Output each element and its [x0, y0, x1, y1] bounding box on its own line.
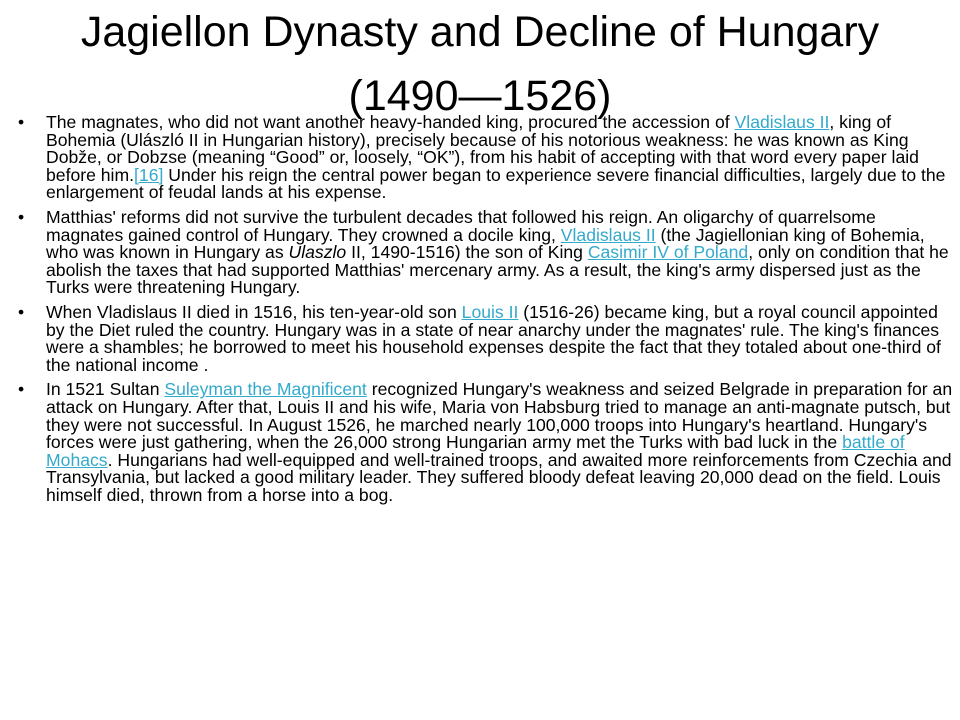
link-vladislaus-ii[interactable]: Vladislaus II: [734, 112, 830, 132]
bullet-text: , only on condition that he abolish the taxes that had supported Matthias' mercenary army. As a result, the king's army dispersed just as the Turks were threatening Hungary.: [46, 242, 949, 298]
bullet-item-suleyman: [18, 381, 953, 504]
link-louis-ii[interactable]: Louis II: [461, 301, 519, 322]
link-footnote-16[interactable]: [16]: [134, 164, 164, 185]
link-suleyman[interactable]: Suleyman the Magnificent: [164, 379, 367, 400]
bullet-item-accession: [18, 114, 953, 202]
bullet-dot-icon: •: [18, 112, 25, 132]
link-battle-of-mohacs[interactable]: battle of Mohacs: [46, 432, 905, 470]
slide-title: Jagiellon Dynasty and Decline of Hungary (1490—1526): [80, 8, 880, 120]
bullet-text: , king of Bohemia (Ulászló II in Hungarian history), precisely because of his notorious weakness: he was known as King Dobže, or Dobzse (meaning “Good” or, loosely, “OK”), from his habit of accepting with that word every paper laid before him.: [46, 112, 919, 185]
bullet-text: . Hungarians had well-equipped and well-trained troops, and awaited more reinforcements from Czechia and Transylvania, but lacked a good military leader. They suffered bloody defeat leaving 20,000 dead on the field. Louis himself died, thrown from a horse into a bog.: [46, 449, 952, 505]
bullet-text: When Vladislaus II died in 1516, his ten-year-old son: [46, 301, 462, 322]
bullet-dot-icon: •: [18, 206, 25, 227]
bullet-dot-icon: •: [18, 301, 25, 322]
bullet-text: In 1521 Sultan: [46, 379, 165, 400]
bullet-item-louis-ii: [18, 301, 953, 375]
link-casimir-iv[interactable]: Casimir IV of Poland: [587, 242, 749, 263]
bullet-text: recognized Hungary's weakness and seized Belgrade in preparation for an attack on Hungary. After that, Louis II and his wife, Maria von Habsburg tried to manage an anti-magnate putsch, but they were not successful. In August 1526, he marched nearly 100,000 troops into Hungary's heartland. Hungary's forces were just gathering, when the 26,000 strong Hungarian army met the Turks with bad luck in the: [46, 379, 953, 453]
bullet-text: Under his reign the central power began to experience severe financial difficulties, largely due to the enlargement of feudal lands at his expense.: [46, 164, 946, 203]
bullet-text: Matthias' reforms did not survive the turbulent decades that followed his reign. An oligarchy of quarrelsome magnates gained control of Hungary. They crowned a docile king,: [46, 206, 876, 245]
bullet-item-matthias-reforms: [18, 206, 953, 298]
bullet-list: [18, 114, 953, 511]
link-vladislaus-ii[interactable]: Vladislaus II: [560, 224, 656, 245]
italic-ulaszlo: Ulaszlo: [288, 242, 347, 263]
bullet-text: The magnates, who did not want another heavy-handed king, procured the accession of: [46, 112, 735, 132]
bullet-text: (1516-26) became king, but a royal council appointed by the Diet ruled the country. Hungary was in a state of near anarchy under the magnates' rule. The king's finances were a shambles; he borrowed to meet his household expenses despite the fact that they totaled about one-third of the national income .: [46, 301, 941, 375]
bullet-text: (the Jagiellonian king of Bohemia, who was known in Hungary as: [46, 224, 925, 263]
bullet-dot-icon: •: [18, 379, 25, 400]
bullet-text: II, 1490-1516) the son of King: [346, 242, 588, 263]
